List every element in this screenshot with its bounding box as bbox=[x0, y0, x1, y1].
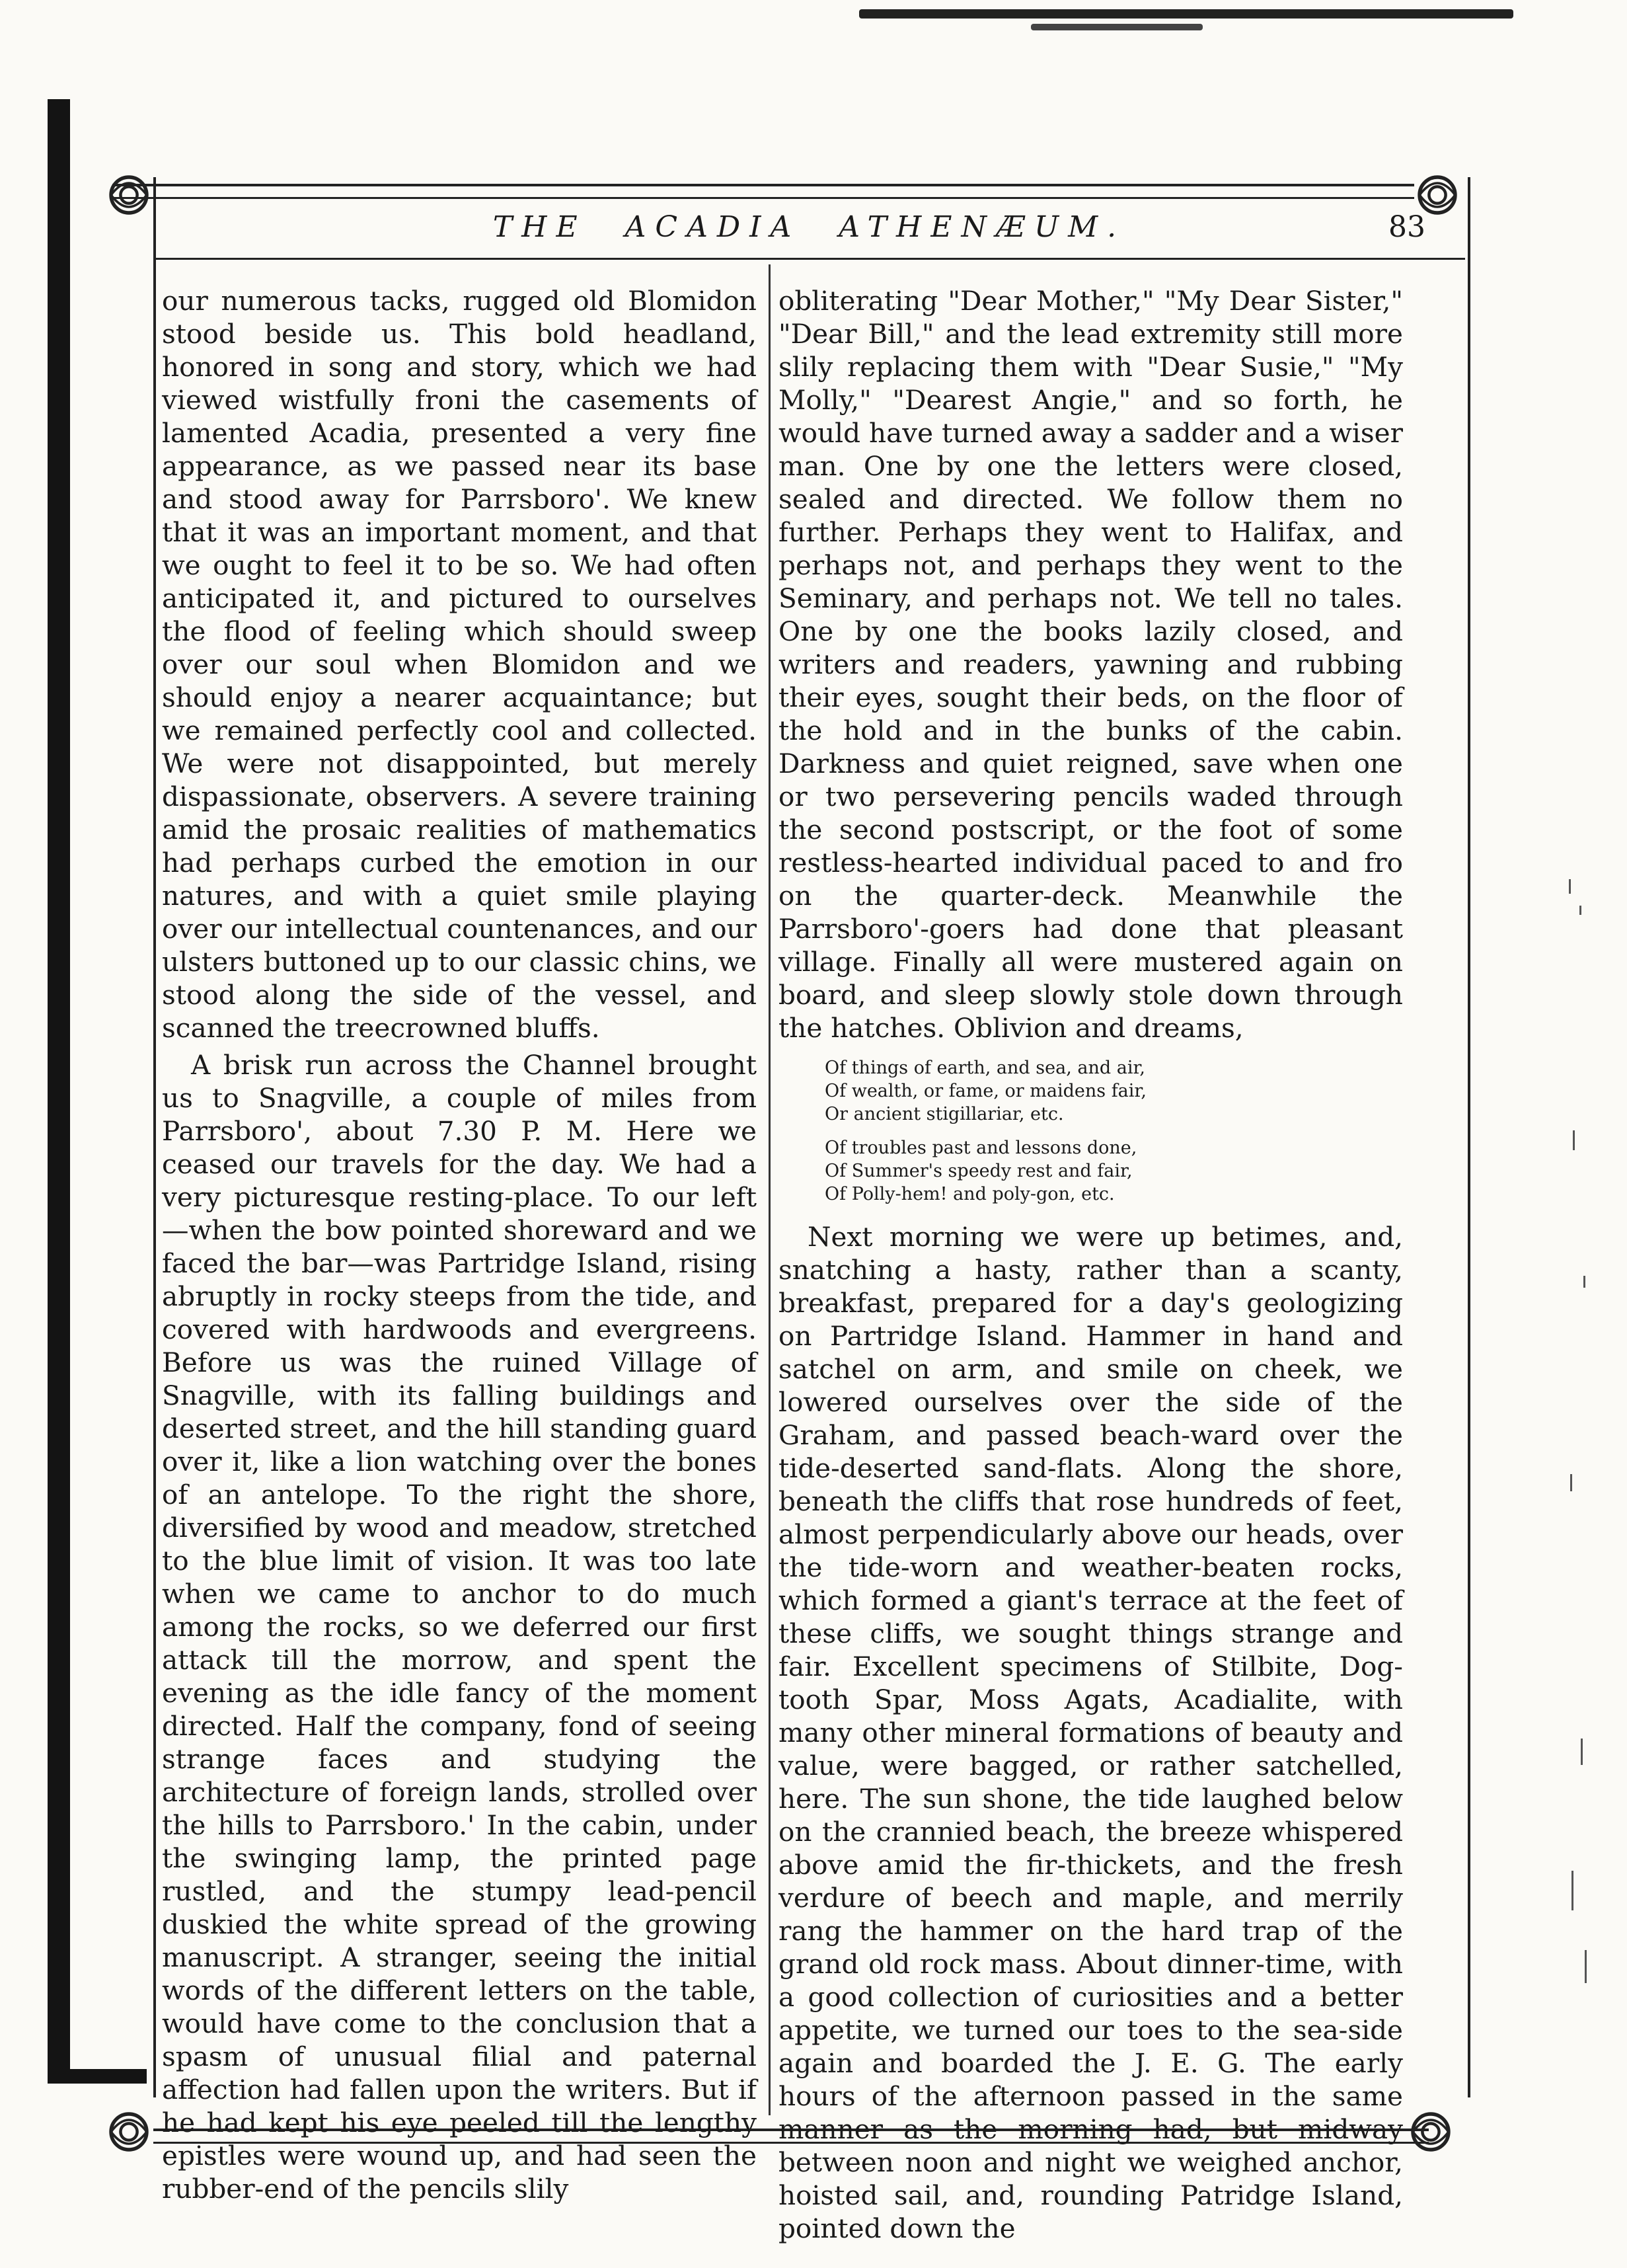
scan-speckles bbox=[1566, 879, 1593, 2069]
torn-edge-mark bbox=[859, 9, 1513, 19]
corner-ornament-bottom-right bbox=[1401, 2102, 1460, 2162]
paragraph: Next morning we were up betimes, and, snatching a hasty, rather than a scanty, breakfast, prepared for a day's geologizing on Partridge Island. Hammer in hand and satchel on arm, and smile on cheek, we lowered ourselves over the side of the Graham, and passed beach-ward over the tide-deserted sand-flats. Along the shore, beneath the cliffs that rose hundreds of feet, almost perpendicularly above our heads, over the tide-worn and weather-beaten rocks, which formed a giant's terrace at the feet of these cliffs, we sought things strange and fair. Excellent specimens of Stilbite, Dog-tooth Spar, Moss Agats, Acadialite, with many other mineral formations of beauty and value, were bagged, or rather satchelled, here. The sun shone, the tide laughed below on the crannied beach, the breeze whispered above amid the fir-thickets, and the fresh verdure of beech and maple, and merrily rang the hammer on the hard trap of the grand old rock mass. About dinner-time, with a good collection of curiosities and a better appetite, we turned our toes to the sea-side again and boarded the J. E. G. The early hours of the afternoon passed in the same manner as the morning had, but midway between noon and night we weighed anchor, hoisted sail, and, rounding Patridge Island, pointed down the bbox=[778, 1221, 1403, 2244]
verse-stanza bbox=[825, 1136, 1403, 1206]
column-divider bbox=[769, 264, 771, 2115]
paragraph-continued: our numerous tacks, rugged old Blomidon stood beside us. This bold headland, honored in song and story, which we had viewed wistfully froni the casements of lamented Acadia, presented a very fine appearance, as we passed near its base and stood away for Parrsboro'. We knew that it was an important moment, and that we ought to feel it to be so. We had often anticipated it, and pictured to ourselves the flood of feeling which should sweep over our soul when Blomidon and we should enjoy a nearer acquaintance; but we remained perfectly cool and collected. We were not disappointed, but merely dispassionate, observers. A severe training amid the prosaic realities of mathematics had perhaps curbed the emotion in our natures, and with a quiet smile playing over our intellectual countenances, and our ulsters buttoned up to our classic chins, we stood along the side of the vessel, and scanned the treecrowned bluffs. bbox=[162, 285, 757, 1044]
running-head bbox=[153, 205, 1465, 251]
verse-stanza bbox=[825, 1056, 1403, 1126]
binding-edge bbox=[48, 99, 70, 2076]
page-number: 83 bbox=[1388, 210, 1425, 244]
running-title: THE ACADIA ATHENÆUM. bbox=[492, 210, 1126, 244]
top-double-rule bbox=[112, 184, 1414, 199]
verse-line: Or ancient stigillariar, etc. bbox=[825, 1104, 1064, 1124]
paragraph-continued: obliterating "Dear Mother," "My Dear Sister," "Dear Bill," and the lead extremity still more slily replacing them with "Dear Susie," "My Molly," "Dearest Angie," and so forth, he would have turned away a sadder and a wiser man. One by one the letters were closed, sealed and directed. We follow them no further. Perhaps they went to Halifax, and perhaps not, and perhaps they went to the Seminary, and perhaps not. We tell no tales. One by one the books lazily closed, and writers and readers, yawning and rubbing their eyes, sought their beds, on the floor of the hold and in the bunks of the cabin. Darkness and quiet reigned, save when one or two persevering pencils waded through the second postscript, or the foot of some restless-hearted individual paced to and fro on the quarter-deck. Meanwhile the Parrsboro'-goers had done that pleasant village. Finally all were mustered again on board, and sleep slowly stole down through the hatches. Oblivion and dreams, bbox=[778, 285, 1403, 1044]
verse-line: Of troubles past and lessons done, bbox=[825, 1138, 1137, 1158]
corner-ornament-bottom-left bbox=[99, 2102, 159, 2162]
torn-edge-mark-small bbox=[1031, 24, 1203, 30]
verse-quotation bbox=[825, 1056, 1403, 1206]
header-rule bbox=[153, 258, 1465, 260]
left-column bbox=[162, 284, 757, 2205]
verse-line: Of wealth, or fame, or maidens fair, bbox=[825, 1081, 1147, 1101]
binding-edge-foot bbox=[48, 2069, 147, 2084]
right-column bbox=[778, 284, 1403, 2244]
paragraph: A brisk run across the Channel brought us to Snagville, a couple of miles from Parrsboro', about 7.30 P. M. Here we ceased our travels for the day. We had a very picturesque resting-place. To our left—when the bow pointed shoreward and we faced the bar—was Partridge Island, rising abruptly in rocky steeps from the tide, and covered with hardwoods and evergreens. Before us was the ruined Village of Snagville, with its falling buildings and deserted street, and the hill standing guard over it, like a lion watching over the bones of an antelope. To the right the shore, diversified by wood and meadow, stretched to the blue limit of vision. It was too late when we came to anchor to do much among the rocks, so we deferred our first attack till the morrow, and spent the evening as the idle fancy of the moment directed. Half the company, fond of seeing strange faces and studying the architecture of foreign lands, strolled over the hills to Parrsboro.' In the cabin, under the swinging lamp, the printed page rustled, and the stumpy lead-pencil duskied the white spread of the growing manuscript. A stranger, seeing the initial words of the different letters on the table, would have come to the conclusion that a spasm of unusual filial and paternal affection had fallen upon the writers. But if he had kept his eye peeled till the lengthy epistles were wound up, and had seen the rubber-end of the pencils slily bbox=[162, 1049, 757, 2205]
corner-ornament-top-left bbox=[99, 165, 159, 225]
verse-line: Of Summer's speedy rest and fair, bbox=[825, 1161, 1133, 1181]
verse-line: Of Polly-hem! and poly-gon, etc. bbox=[825, 1184, 1115, 1204]
verse-line: Of things of earth, and sea, and air, bbox=[825, 1058, 1145, 1078]
